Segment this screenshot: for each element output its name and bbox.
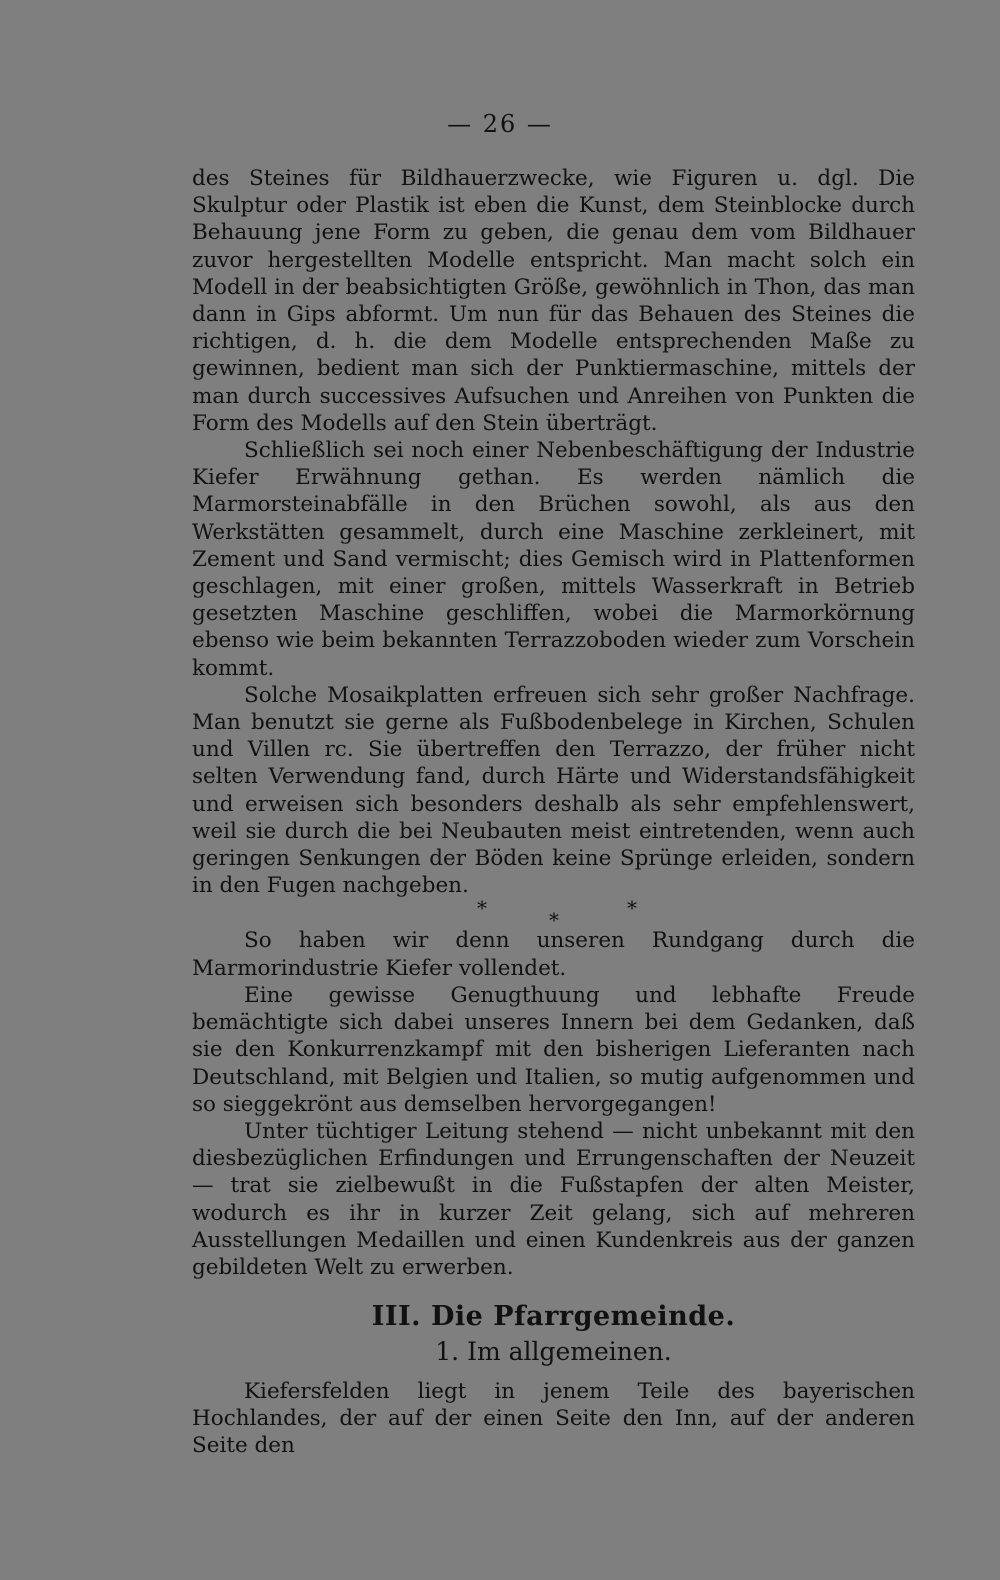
subsection-title: 1. Im allgemeinen. — [435, 1337, 672, 1367]
paragraph-mosaic-plates: Solche Mosaikplatten erfreuen sich sehr großer Nachfrage. Man benutzt sie gerne als Fußbodenbelege in Kirchen, Schulen und Villen rc. Sie übertreffen den Terrazzo, der früher nicht selten Verwendung fand, durch Härte und Widerstandsfähigkeit und erweisen sich besonders deshalb als sehr empfehlenswert, weil sie durch die bei Neubauten meist eintretenden, wenn auch geringen Senkungen der Böden keine Sprünge erleiden, sondern in den Fugen nachgeben. — [192, 682, 915, 899]
section-title: III. Die Pfarrgemeinde. — [371, 1301, 736, 1333]
page-number: — 26 — — [447, 110, 553, 138]
paragraph-kiefersfelden: Kiefersfelden liegt in jenem Teile des bayerischen Hochlandes, der auf der einen Seite den Inn, auf der anderen Seite den — [192, 1378, 915, 1458]
asterism-divider — [192, 896, 915, 933]
paragraph-tour-complete: So haben wir denn unseren Rundgang durch die Marmorindustrie Kiefer vollendet. — [192, 928, 915, 981]
paragraph-side-business: Schließlich sei noch einer Nebenbeschäftigung der Industrie Kiefer Erwähnung gethan. Es werden nämlich die Marmorsteinabfälle in den Brüchen sowohl, als aus den Werkstätten gesammelt, durch eine Maschine zerkleinert, mit Zement und Sand vermischt; dies Gemisch wird in Plattenformen geschlagen, mit einer großen, mittels Wasserkraft in Betrieb gesetzten Maschine geschliffen, wobei die Marmorkörnung ebenso wie beim bekannten Terrazzoboden wieder zum Vorschein kommt. — [192, 438, 915, 681]
asterisk: * — [477, 896, 487, 921]
paragraph-leadership: Unter tüchtiger Leitung stehend — nicht unbekannt mit den diesbezüglichen Erfindungen und Errungenschaften der Neuzeit — trat sie zielbewußt in die Fußstapfen der alten Meister, wodurch es ihr in kurzer Zeit gelang, sich auf mehreren Ausstellungen Medaillen und einen Kundenkreis aus der ganzen gebildeten Welt zu erwerben. — [192, 1118, 915, 1280]
paragraph-satisfaction: Eine gewisse Genugthuung und lebhafte Freude bemächtigte sich dabei unseres Innern bei dem Gedanken, daß sie den Konkurrenzkampf mit den bisherigen Lieferanten nach Deutschland, mit Belgien und Italien, so mutig aufgenommen und so sieggekrönt aus demselben hervorgegangen! — [192, 982, 915, 1117]
page-body — [192, 165, 915, 1459]
asterisk: * — [549, 908, 559, 933]
paragraph-sculpture: des Steines für Bildhauerzwecke, wie Figuren u. dgl. Die Skulptur oder Plastik ist eben die Kunst, dem Steinblocke durch Behauung jene Form zu geben, die genau dem vom Bildhauer zuvor hergestellten Modelle entspricht. Man macht solch ein Modell in der beabsichtigten Größe, gewöhnlich in Thon, das man dann in Gips abformt. Um nun für das Behauen des Steines die richtigen, d. h. die dem Modelle entsprechenden Maße zu gewinnen, bedient man sich der Punktiermaschine, mittels der man durch successives Aufsuchen und Anreihen von Punkten die Form des Modells auf den Stein überträgt. — [192, 166, 915, 436]
asterisk: * — [627, 896, 637, 921]
